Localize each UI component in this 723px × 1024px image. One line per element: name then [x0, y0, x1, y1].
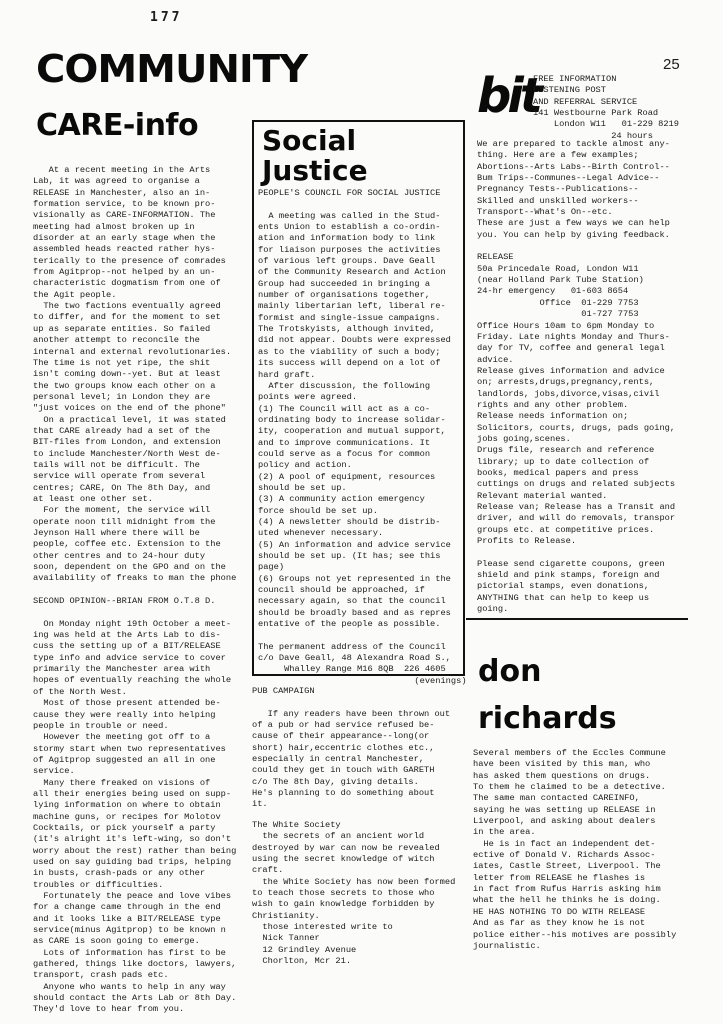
- don-richards-title-line2: richards: [478, 701, 617, 736]
- section-divider: [466, 618, 688, 620]
- don-richards-title-line1: don: [478, 654, 542, 689]
- white-society-article: The White Society the secrets of an ancient world destroyed by war can now be revealed using the secret knowledge of witch craft. the White Society has now been formed to teach those secrets to those who wish to gain knowledge forbidden by Christianity. those interested write to Nick Tanner 12 Grindley Avenue Chorlton, Mcr 21.: [252, 820, 456, 967]
- care-info-title: CARE-info: [36, 108, 199, 143]
- pub-campaign-article: PUB CAMPAIGN If any readers have been thrown out of a pub or had service refused be- cause of their appearance--long(or short) hair,eccentric clothes etc., especially in central Manchester, could they get in touch with GARETH c/o The 8th Day, giving details. He's planning to do something about it.: [252, 686, 451, 810]
- bit-header: FREE INFORMATION LISTENING POST AND REFERRAL SERVICE 141 Westbourne Park Road London W11 01-229 8219 24 hours: [533, 74, 679, 141]
- page-number-right: 25: [663, 56, 680, 73]
- page-number-top: 177: [150, 10, 183, 25]
- bit-article: We are prepared to tackle almost any- thing. Here are a few examples; Abortions--Arts Labs--Birth Control-- Bum Trips--Communes--Legal Advice-- Pregnancy Tests--Publications-- Skilled and unskilled workers-- Transport--What's On--etc. These are just a few ways we can help you. You can help by giving feedback. RELEASE 50a Princedale Road, London W11 (near Holland Park Tube Station) 24-hr emergency 01-603 8654 Office 01-229 7753 01-727 7753 Office Hours 10am to 6pm Monday to Friday. Late nights Monday and Thurs- day for TV, coffee and general legal advice. Release gives information and advice on; arrests,drugs,pregnancy,rents, landlords, jobs,divorce,visas,civil rights and any other problem. Release needs information on; Solicitors, courts, drugs, pads going, jobs going,scenes. Drugs file, research and reference library; up to date collection of books, medical papers and press cuttings on drugs and related subjects Relevant material wanted. Release van; Release has a Transit and driver, and will do removals, transpor groups etc. at competitive prices. Profits to Release. Please send cigarette coupons, green shield and pink stamps, foreign and pictorial stamps, even donations, ANYTHING that can help to keep us going.: [477, 139, 676, 615]
- bit-logo: bit: [477, 68, 539, 124]
- masthead-title: COMMUNITY: [36, 48, 308, 92]
- social-justice-title: Social Justice: [262, 124, 368, 187]
- social-justice-article: PEOPLE'S COUNCIL FOR SOCIAL JUSTICE A meeting was called in the Stud- ents Union to establish a co-ordin- ation and information body to link for liaison purposes the activities of various left groups. Dave Geall of the Community Research and Action Group had succeeded in bringing a number of organisations together, mainly libertarian left, liberal re- formist and single-issue campaigns. The Trotskyists, although invited, did not appear. Doubts were expressed as to the viability of such a body; its success will depend on a lot of hard graft. After discussion, the following points were agreed. (1) The Council will act as a co- ordinating body to increase solidar- ity, cooperation and mutual support, and to improve communications. It could serve as a focus for common policy and action. (2) A pool of equipment, resources should be set up. (3) A community action emergency force should be set up. (4) A newsletter should be distrib- uted whenever necessary. (5) An information and advice service should be set up. (It has; see this page) (6) Groups not yet represented in the council should be approached, if necessary again, so that the council should be broadly based and as repres entative of the people as possible. The permanent address of the Council c/o Dave Geall, 48 Alexandra Road S., Whalley Range M16 8QB 226 4605 (evenings): [258, 188, 467, 686]
- don-richards-article: Several members of the Eccles Commune have been visited by this man, who has asked them questions on drugs. To them he claimed to be a detective. The same man contacted CAREINFO, saying he was setting up RELEASE in Liverpool, and asking about dealers in the area. He is in fact an independent det- ective of Donald V. Richards Assoc- iates, Castle Street, Liverpool. The letter from RELEASE he flashes is in fact from Rufus Harris asking him what the hell he thinks he is doing. HE HAS NOTHING TO DO WITH RELEASE And as far as they know he is not police either--his motives are possibly journalistic.: [473, 748, 677, 951]
- care-info-article: At a recent meeting in the Arts Lab, it was agreed to organise a RELEASE in Manchester, also an in- formation service, to be known pro- visionally as CARE-INFORMATION. The meeting had almost broken up in disorder at an early stage when the assembled heads reacted rather hys- terically to the presence of comrades from Agitprop--not helped by an un- characteristic dogmatism from one of the Agit people. The two factions eventually agreed to differ, and for the moment to set up as separate entities. So failed another attempt to reconcile the internal and external revolutionaries. The time is not yet ripe, the shit isn't coming down--yet. But at least the two groups know each other on a personal level; in London they are "just voices on the end of the phone" On a practical level, it was stated that CARE already had a set of the BIT-files from London, and extension to include Manchester/North West de- tails will not be difficult. The service will operate from several centres; CARE, On The 8th Day, and at least one other set. For the moment, the service will operate noon till midnight from the Jeynson Hall where there will be people, coffee etc. Extension to the other centres and to 24-hour duty soon, dependent on the GPO and on the availability of freaks to man the phone SECOND OPINION--BRIAN FROM O.T.8 D. On Monday night 19th October a meet- ing was held at the Arts Lab to dis- cuss the setting up of a BIT/RELEASE type info and advice service to cover primarily the Manchester area with hopes of eventually reaching the whole of the North West. Most of those present attended be- cause they were really into helping people in trouble or need. However the meeting got off to a stormy start when two representatives of Agitprop suggested an all in one service. Many there freaked on visions of all their energies being used on supp- lying information on where to obtain machine guns, or recipes for Molotov Cocktails, or pick yourself a party (it's alright it's left-wing, so don't worry about the rest) rather than being used on say guiding bad trips, helping in busts, crash-pads or any other troubles or difficulties. Fortunately the peace and love vibes for a change came through in the end and it looks like a BIT/RELEASE type service(minus Agitprop) to be known n as CARE is soon going to emerge. Lots of information has first to be gathered, things like doctors, lawyers, transport, crash pads etc. Anyone who wants to help in any way should contact the Arts Lab or 8th Day. They'd love to hear from you.: [33, 165, 237, 1015]
